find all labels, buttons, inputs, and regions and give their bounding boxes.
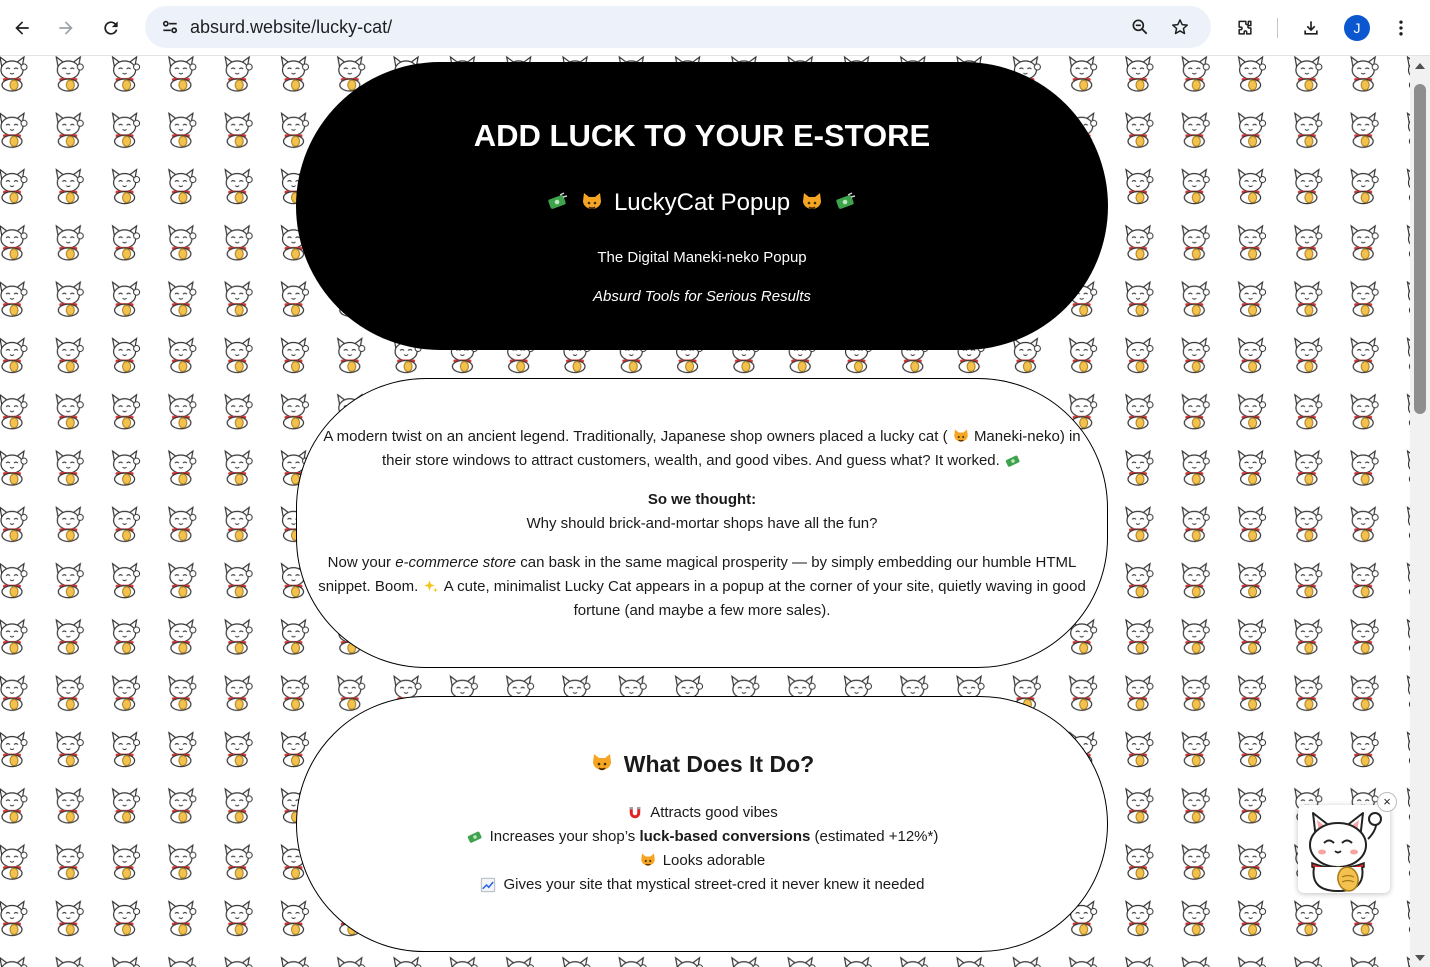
forward-arrow-icon [56,18,76,38]
browser-toolbar [0,0,1430,56]
feature-text-end: (estimated +12%*) [810,828,939,845]
feature-text: Gives your site that mystical street-cred it never knew it needed [503,876,925,893]
intro-text-end: Maneki-neko) in their store windows to attract customers, wealth, and good vibes. And guess what? It worked. [382,428,1081,469]
question-text: Why should brick-and-mortar shops have all the fun? [526,515,878,532]
page-scrollbar[interactable] [1410,56,1430,967]
back-button[interactable] [4,10,40,46]
feature-text: Attracts good vibes [650,804,778,821]
menu-button[interactable] [1383,10,1419,46]
feature-text: Looks adorable [662,852,766,869]
intro-card [296,378,1108,668]
sparkles-icon [422,578,440,596]
scroll-up-arrow-icon[interactable] [1415,63,1425,69]
product-name: LuckyCat Popup [613,189,791,216]
features-card [296,696,1108,952]
money-icon [466,828,484,846]
ecommerce-emphasis: e-commerce store [395,554,517,571]
embed-text-middle: can bask in the same magical prosperity — by simply embedding our humble HTML snippet. Boom. [318,554,1077,595]
bookmark-button[interactable] [1163,10,1197,44]
flying-money-icon [546,191,570,215]
embed-text-start: Now your [327,554,396,571]
scroll-thumb[interactable] [1414,84,1426,414]
address-bar[interactable] [145,6,1211,48]
lucky-cat-illustration [1298,805,1390,893]
so-we-thought-paragraph [317,488,1087,536]
flying-money-icon [834,191,858,215]
hero-banner [296,62,1108,350]
back-arrow-icon [12,18,32,38]
features-heading-text: What Does It Do? [623,751,815,777]
feature-text-start: Increases your shop’s [489,828,640,845]
chart-up-icon [479,876,497,894]
so-we-thought-label: So we thought: [647,491,757,508]
intro-paragraph [317,425,1087,473]
cat-face-icon [800,191,824,215]
zoom-out-icon [1130,17,1150,37]
forward-button[interactable] [48,10,84,46]
puzzle-icon [1235,18,1255,38]
lucky-cat-popup[interactable] [1298,805,1390,893]
download-icon [1301,18,1321,38]
scroll-down-arrow-icon[interactable] [1415,955,1425,961]
star-icon [1170,17,1190,37]
product-heading [296,189,1108,217]
reload-icon [101,18,121,38]
hero-tagline: The Digital Maneki-neko Popup [597,249,807,266]
page-viewport [0,56,1410,967]
site-info-button[interactable] [153,10,187,44]
embed-paragraph [317,551,1087,623]
cat-face-icon [590,752,614,776]
list-item [297,849,1107,873]
profile-avatar[interactable]: J [1344,15,1370,41]
extensions-button[interactable] [1227,10,1263,46]
embed-text-end: A cute, minimalist Lucky Cat appears in a popup at the corner of your site, quietly waving in good fortune (and maybe a few more sales). [443,578,1086,619]
intro-text-start: A modern twist on an ancient legend. Traditionally, Japanese shop owners placed a lucky cat ( [323,428,948,445]
hero-slogan: Absurd Tools for Serious Results [593,288,811,305]
downloads-button[interactable] [1293,10,1329,46]
url-text[interactable]: absurd.website/lucky-cat/ [190,17,393,37]
cat-face-icon [580,191,604,215]
popup-close-button[interactable]: × [1377,792,1397,812]
reload-button[interactable] [93,10,129,46]
magnet-icon [626,804,644,822]
feature-text-bold: luck-based conversions [639,828,811,845]
cat-face-icon [952,428,970,446]
features-heading [297,747,1107,781]
list-item [297,801,1107,825]
zoom-button[interactable] [1123,10,1157,44]
kebab-menu-icon [1391,18,1411,38]
page-title: ADD LUCK TO YOUR E-STORE [473,118,931,153]
feature-list [297,801,1107,897]
list-item [297,825,1107,849]
feature-text [490,825,939,849]
tune-icon [160,17,180,37]
toolbar-divider [1277,18,1278,38]
list-item [297,873,1107,897]
cat-face-icon [639,852,657,870]
money-icon [1004,452,1022,470]
